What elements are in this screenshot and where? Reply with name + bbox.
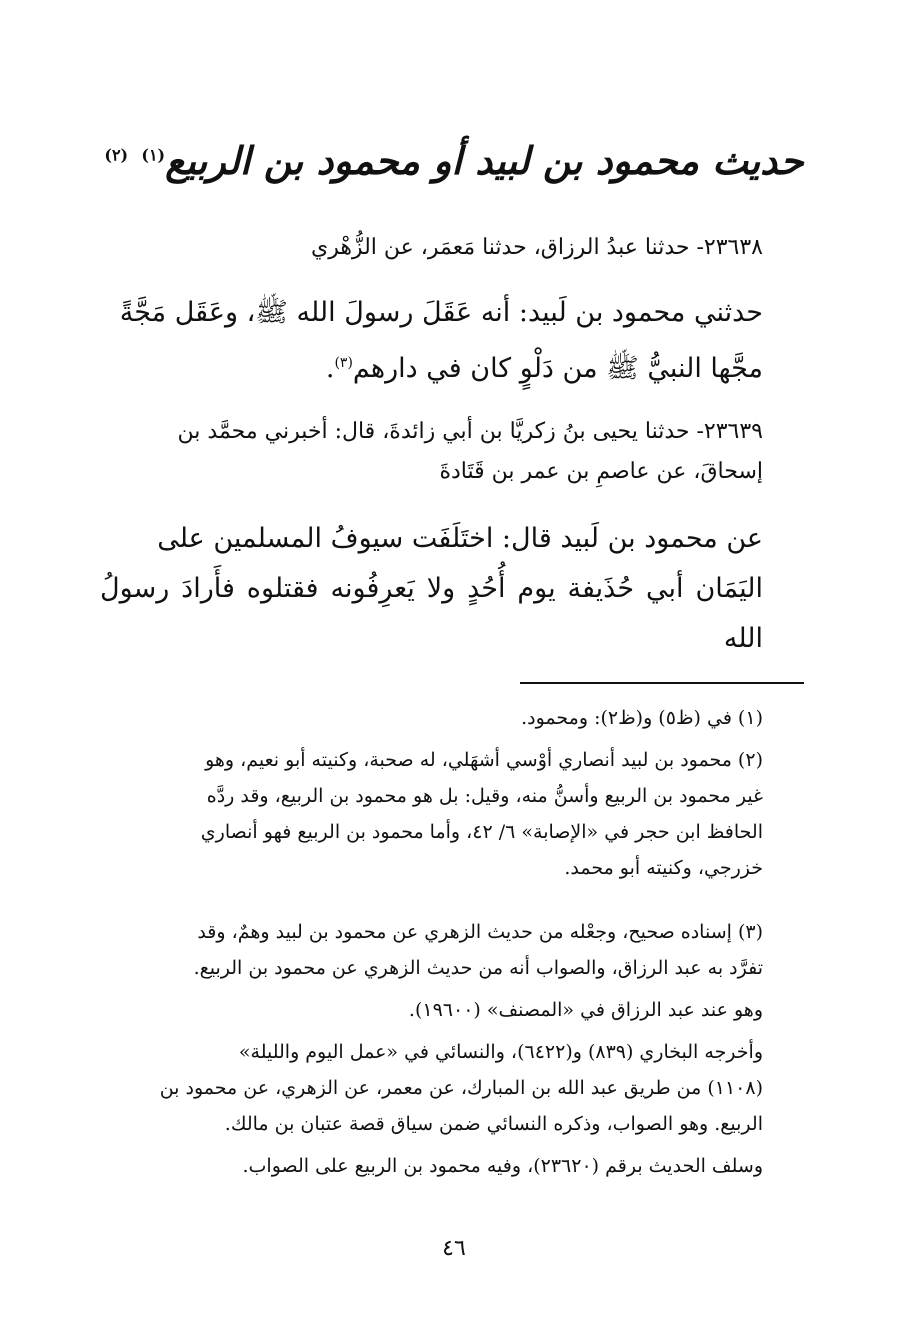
- isnad-line: ٢٣٦٣٨- حدثنا عبدُ الرزاق، حدثنا مَعمَر، عن الزُّهْري: [310, 235, 763, 260]
- chapter-heading-text: حديث محمود بن لبيد أو محمود بن الربيع: [165, 138, 804, 183]
- chapter-heading: [0, 138, 908, 183]
- hadith-23639-matn: [100, 514, 763, 664]
- footnote-3: [100, 914, 763, 1184]
- footnote-line: وهو عند عبد الرزاق في «المصنف» (١٩٦٠٠).: [408, 999, 763, 1021]
- page-number: ٤٦: [442, 1236, 466, 1261]
- hadith-23638-matn: [100, 288, 763, 394]
- matn-line: عن محمود بن لَبيد قال: اختَلَفَت سيوفُ المسلمين على: [157, 523, 763, 554]
- hadith-23639-isnad: [100, 412, 763, 492]
- heading-note-ref-2: (٢): [104, 145, 129, 165]
- matn-end: .: [325, 353, 335, 384]
- isnad-line: إسحاقَ، عن عاصمِ بن عمر بن قَتَادةَ: [439, 459, 763, 484]
- footnote-line: الحافظ ابن حجر في «الإصابة» ٦/ ٤٢، وأما محمود بن الربيع فهو أنصاري: [200, 821, 763, 843]
- footnote-line: غير محمود بن الربيع وأسنُّ منه، وقيل: بل هو محمود بن الربيع، وقد ردَّه: [206, 785, 763, 807]
- hadith-23638-isnad: [100, 228, 763, 268]
- footnote-line: وأخرجه البخاري (٨٣٩) و(٦٤٢٢)، والنسائي في «عمل اليوم والليلة»: [238, 1041, 763, 1063]
- matn-text: مجَّها النبيُّ ﷺ من دَلْوٍ كان في دارهم: [352, 353, 763, 384]
- footnote-line: الربيع. وهو الصواب، وذكره النسائي ضمن سياق قصة عتبان بن مالك.: [224, 1113, 763, 1135]
- matn-line: حدثني محمود بن لَبيد: أنه عَقَلَ رسولَ الله ﷺ، وعَقَل مَجَّةً: [119, 297, 763, 328]
- footnote-ref-3: (٣): [334, 355, 353, 371]
- footnote-line: (٣) إسناده صحيح، وجعْله من حديث الزهري عن محمود بن لبيد وهمٌ، وقد: [197, 921, 763, 943]
- footnote-line: (٢) محمود بن لبيد أنصاري أوْسي أشهَلي، له صحبة، وكنيته أبو نعيم، وهو: [205, 749, 763, 771]
- footnote-line: وسلف الحديث برقم (٢٣٦٢٠)، وفيه محمود بن الربيع على الصواب.: [242, 1155, 763, 1177]
- footnote-line: خزرجي، وكنيته أبو محمد.: [564, 857, 763, 879]
- footnote-2: [100, 742, 763, 886]
- footnote-1: [100, 700, 763, 736]
- footnote-line: تفرَّد به عبد الرزاق، والصواب أنه من حديث الزهري عن محمود بن الربيع.: [193, 957, 763, 979]
- heading-note-ref-1: (١): [141, 145, 166, 165]
- isnad-line: ٢٣٦٣٩- حدثنا يحيى بنُ زكريَّا بن أبي زائدةَ، قال: أخبرني محمَّد بن: [177, 419, 763, 444]
- footnote-separator: [520, 682, 804, 684]
- matn-line: [100, 338, 763, 394]
- footnote-line: (١) في (ظ٥) و(ظ٢): ومحمود.: [521, 707, 763, 729]
- matn-line: اليَمَان أبي حُذَيفة يوم أُحُدٍ ولا يَعرِفُونه فقتلوه فأَرادَ رسولُ الله: [100, 573, 763, 654]
- footnote-line: (١١٠٨) من طريق عبد الله بن المبارك، عن معمر، عن الزهري، عن محمود بن: [159, 1077, 763, 1099]
